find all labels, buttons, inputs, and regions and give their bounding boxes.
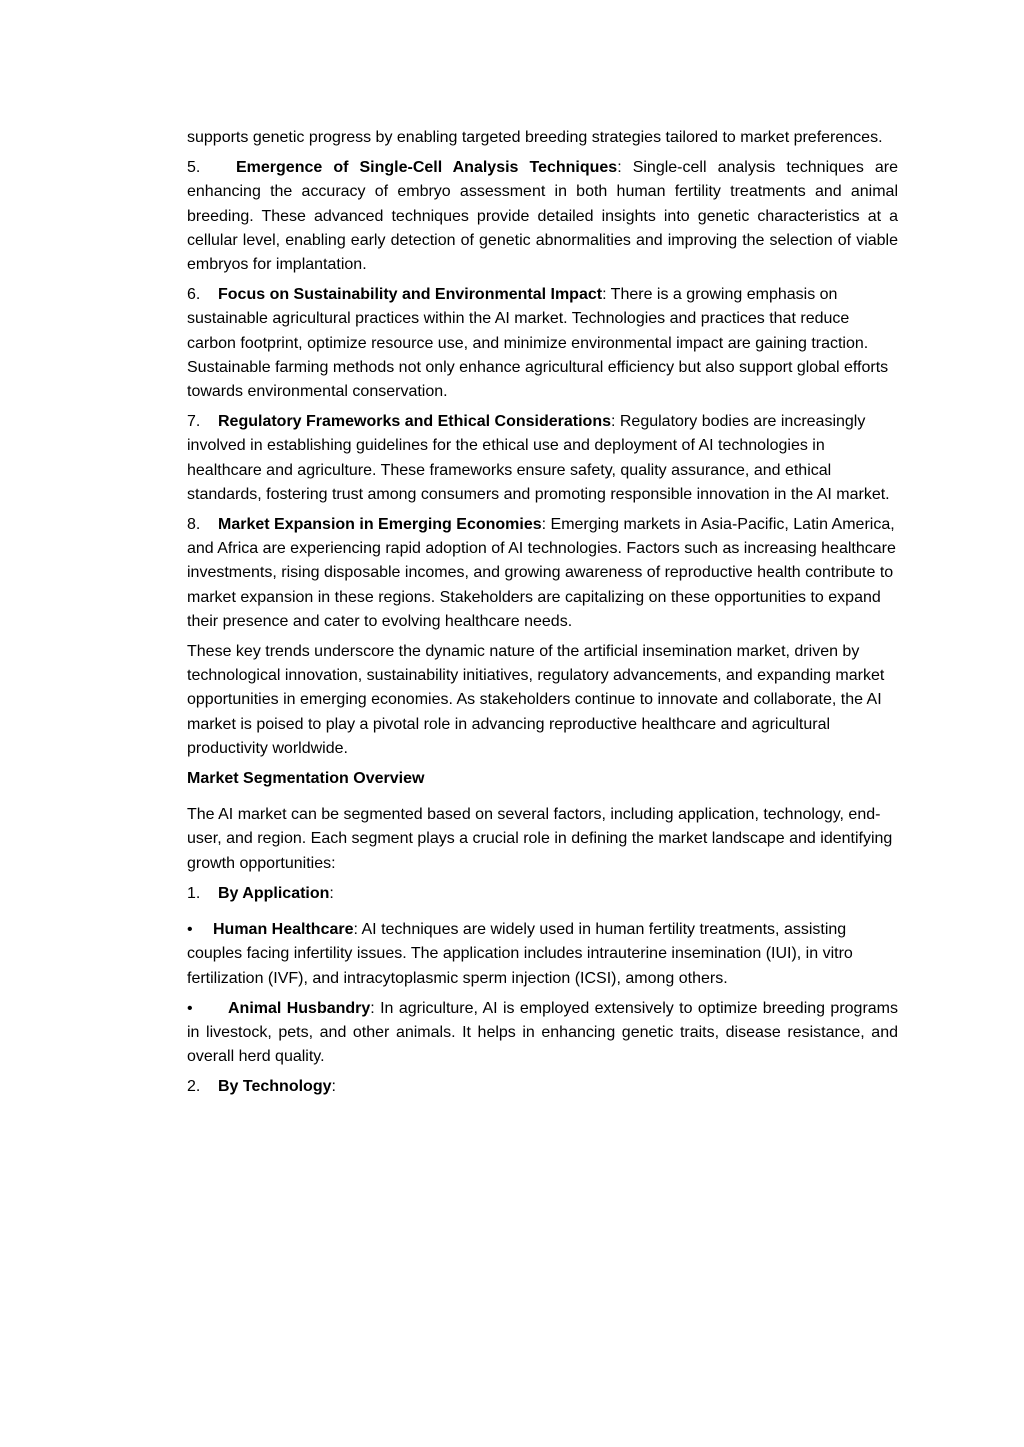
trend-title: Focus on Sustainability and Environmental Impact — [218, 286, 603, 304]
section-heading: Market Segmentation Overview — [187, 770, 425, 788]
trend-title: Emergence of Single-Cell Analysis Techniques — [236, 159, 618, 177]
segment-title: By Application — [218, 884, 330, 902]
bullet-human-healthcare — [187, 918, 898, 991]
trend-item-8 — [187, 513, 898, 634]
bullet-icon: • — [187, 921, 193, 939]
segment-by-application — [187, 882, 898, 906]
summary-paragraph: These key trends underscore the dynamic nature of the artificial insemination market, driven by technological innovation, sustainability initiatives, regulatory advancements, and expanding market opportunities in emerging economies. As stakeholders continue to innovate and collaborate, the AI market is poised to play a pivotal role in advancing reproductive healthcare and agricultural productivity worldwide. — [187, 643, 885, 757]
segment-number: 1. — [187, 884, 201, 902]
segment-colon: : — [329, 884, 334, 902]
segment-by-technology — [187, 1075, 898, 1099]
segmentation-intro: The AI market can be segmented based on several factors, including application, technology, end-user, and region. Each segment plays a crucial role in defining the market landscape and identifying growth opportunities: — [187, 806, 893, 872]
bullet-title: Human Healthcare — [213, 921, 354, 939]
segment-colon: : — [331, 1078, 336, 1096]
intro-continuation: supports genetic progress by enabling targeted breeding strategies tailored to market preferences. — [187, 129, 883, 146]
trend-number: 6. — [187, 286, 201, 304]
bullet-animal-husbandry — [187, 997, 898, 1070]
bullet-text: : In agriculture, AI is employed extensively to optimize breeding programs in livestock, pets, and other animals. It helps in enhancing genetic traits, disease resistance, and overall herd quality. — [187, 999, 899, 1066]
trend-text: : Single-cell analysis techniques are enhancing the accuracy of embryo assessment in both human fertility treatments and animal breeding. These advanced techniques provide detailed insights into genetic characteristics at a cellular level, enabling early detection of genetic abnormalities and improving the selection of viable embryos for implantation. — [187, 159, 898, 274]
bullet-icon: • — [187, 999, 193, 1017]
trend-number: 7. — [187, 413, 201, 431]
trend-item-6 — [187, 283, 898, 404]
trend-number: 5. — [187, 159, 201, 177]
bullet-text: : AI techniques are widely used in human fertility treatments, assisting couples facing infertility issues. The application includes intrauterine insemination (IUI), in vitro fertilization (IVF), and intracytoplasmic sperm injection (ICSI), among others. — [187, 921, 853, 987]
trend-text: : Regulatory bodies are increasingly involved in establishing guidelines for the ethical use and deployment of AI technologies in healthcare and agriculture. These frameworks ensure safety, quality assurance, and ethical standards, fostering trust among consumers and promoting responsible innovation in the AI market. — [187, 413, 890, 503]
trend-text: : There is a growing emphasis on sustainable agricultural practices within the AI market. Technologies and practices that reduce carbon footprint, optimize resource use, and minimize environmental impact are gaining traction. Sustainable farming methods not only enhance agricultural efficiency but also support global efforts towards environmental conservation. — [187, 286, 889, 401]
trend-number: 8. — [187, 516, 201, 534]
segment-number: 2. — [187, 1078, 201, 1096]
trend-title: Regulatory Frameworks and Ethical Considerations — [218, 413, 611, 431]
trend-item-7 — [187, 410, 898, 507]
trend-title: Market Expansion in Emerging Economies — [218, 516, 542, 534]
bullet-title: Animal Husbandry — [228, 999, 371, 1017]
document-page — [187, 126, 898, 1106]
trend-text: : Emerging markets in Asia-Pacific, Latin America, and Africa are experiencing rapid adoption of AI technologies. Factors such as increasing healthcare investments, rising disposable incomes, and growing awareness of reproductive health contribute to market expansion in these regions. Stakeholders are capitalizing on these opportunities to expand their presence and cater to evolving healthcare needs. — [187, 516, 896, 630]
trend-item-5 — [187, 156, 898, 277]
segment-title: By Technology — [218, 1078, 332, 1096]
